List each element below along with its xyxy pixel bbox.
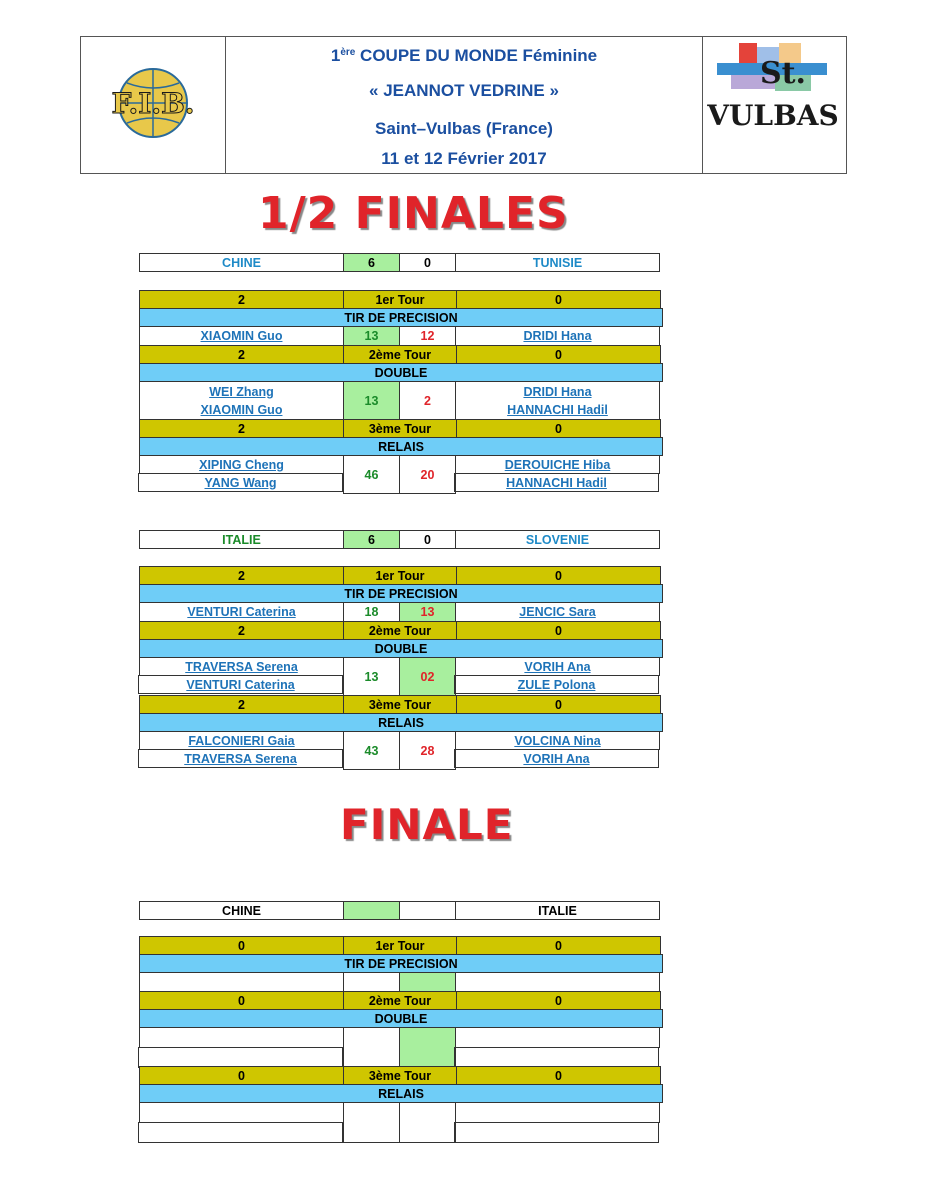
semi2-tour1-b: 0 <box>456 566 661 585</box>
semi2-tir-score-a: 18 <box>343 602 400 622</box>
semi2-relais-score-a: 43 <box>343 731 400 770</box>
final-double-row <box>139 1028 663 1068</box>
semi2-relais-header <box>139 714 663 732</box>
final-double-players-b <box>455 1028 660 1068</box>
semi1-relais-header <box>139 438 663 456</box>
semi2-tour3-a: 2 <box>139 695 344 714</box>
semi1-relais-row <box>139 456 663 494</box>
final-relais-score-a <box>343 1102 400 1143</box>
final-tour1-a: 0 <box>139 936 344 955</box>
semi1-tour2-label: 2ème Tour <box>343 345 457 364</box>
semi1-team-a: CHINE <box>139 253 344 272</box>
semi2-team-b: SLOVENIE <box>455 530 660 549</box>
final-double-player-b2 <box>454 1047 659 1068</box>
final-tour1-row <box>139 937 663 955</box>
semi1-double-label: DOUBLE <box>139 363 663 382</box>
semi1-tour1-row <box>139 291 663 309</box>
semi1-relais-score-a: 46 <box>343 455 400 494</box>
header-title-cell <box>226 37 703 173</box>
semi1-team-b: TUNISIE <box>455 253 660 272</box>
final-score-b <box>399 901 456 920</box>
final-double-player-a1 <box>139 1027 344 1048</box>
semi2-score-b: 0 <box>399 530 456 549</box>
semi1-score-b: 0 <box>399 253 456 272</box>
semi2-tour3-label: 3ème Tour <box>343 695 457 714</box>
semi1-double-row <box>139 382 663 420</box>
semi1-tour2-b: 0 <box>456 345 661 364</box>
semi1-tir-score-b: 12 <box>399 326 456 346</box>
semi2-tour3-b: 0 <box>456 695 661 714</box>
semi2-tour2-row <box>139 622 663 640</box>
semi2-team-a: ITALIE <box>139 530 344 549</box>
semi1-double-player-b1[interactable]: DRIDI Hana <box>523 384 592 399</box>
semi1-double-player-a2[interactable]: XIAOMIN Guo <box>200 402 283 417</box>
final-tour1-b: 0 <box>456 936 661 955</box>
semi2-tir-header <box>139 585 663 603</box>
semi2-tour1-label: 1er Tour <box>343 566 457 585</box>
semi2-relais-player-a1[interactable]: FALCONIERI Gaia <box>139 731 344 750</box>
semi1-double-score-b: 2 <box>399 381 456 420</box>
final-relais-player-a2 <box>138 1122 343 1143</box>
semi1-tir-label: TIR DE PRECISION <box>139 308 663 327</box>
semi2-double-row <box>139 658 663 696</box>
final-tir-header <box>139 955 663 973</box>
event-header <box>80 36 847 174</box>
semi2-double-player-b1[interactable]: VORIH Ana <box>455 657 660 676</box>
semi2-tour1-row <box>139 567 663 585</box>
semi2-relais-row <box>139 732 663 770</box>
final-double-header <box>139 1010 663 1028</box>
semi2-tir-player-b[interactable]: JENCIC Sara <box>455 602 660 622</box>
semi1-double-players-b <box>455 381 660 420</box>
st-vulbas-logo <box>703 37 843 175</box>
final-double-players-a <box>139 1028 344 1068</box>
semi1-tir-header <box>139 309 663 327</box>
fib-logo-text: F.I.B. <box>111 87 195 120</box>
semi1-relais-player-a1[interactable]: XIPING Cheng <box>139 455 344 474</box>
semi1-tour3-a: 2 <box>139 419 344 438</box>
final-relais-player-b2 <box>454 1122 659 1143</box>
final-score-a <box>343 901 400 920</box>
semi1-tour3-row <box>139 420 663 438</box>
final-tir-score-b <box>399 972 456 992</box>
semi2-tour2-label: 2ème Tour <box>343 621 457 640</box>
semi2-tir-player-a[interactable]: VENTURI Caterina <box>139 602 344 622</box>
semi1-relais-player-b1[interactable]: DEROUICHE Hiba <box>455 455 660 474</box>
semi1-tir-row <box>139 327 663 346</box>
semifinals-title: 1/2 FINALES <box>258 188 569 239</box>
semi1-relais-players-a <box>139 456 344 494</box>
semi1-score-a: 6 <box>343 253 400 272</box>
final-tir-score-a <box>343 972 400 992</box>
final-relais-score-b <box>399 1102 456 1143</box>
final-double-label: DOUBLE <box>139 1009 663 1028</box>
semi1-tir-score-a: 13 <box>343 326 400 346</box>
semi2-relais-player-a2[interactable]: TRAVERSA Serena <box>138 749 343 768</box>
semi2-relais-player-b2[interactable]: VORIH Ana <box>454 749 659 768</box>
semi1-relais-score-b: 20 <box>399 455 456 494</box>
event-location: Saint–Vulbas (France) <box>375 119 553 138</box>
semi2-tir-score-b: 13 <box>399 602 456 622</box>
semi1-tour2-row <box>139 346 663 364</box>
semi1-tour1-label: 1er Tour <box>343 290 457 309</box>
semi2-relais-score-b: 28 <box>399 731 456 770</box>
semi2-double-player-a1[interactable]: TRAVERSA Serena <box>139 657 344 676</box>
st-vulbas-logo-bottom: VULBAS <box>707 99 839 132</box>
semi2-relais-players-a <box>139 732 344 770</box>
final-relais-player-b1 <box>455 1102 660 1123</box>
final-tour3-row <box>139 1067 663 1085</box>
final-tir-row <box>139 973 663 992</box>
final-tour3-b: 0 <box>456 1066 661 1085</box>
semi2-tour2-b: 0 <box>456 621 661 640</box>
final-relais-header <box>139 1085 663 1103</box>
event-title: 1ère COUPE DU MONDE Féminine <box>330 46 598 65</box>
semi2-double-label: DOUBLE <box>139 639 663 658</box>
semi1-double-players-a <box>139 381 344 420</box>
final-team-a: CHINE <box>139 901 344 920</box>
final-relais-label: RELAIS <box>139 1084 663 1103</box>
final-tir-player-b <box>455 972 660 992</box>
final-double-score-b <box>399 1027 456 1068</box>
final-tir-player-a <box>139 972 344 992</box>
fib-logo-cell <box>81 37 226 173</box>
final-relais-row <box>139 1103 663 1143</box>
semi2-relais-player-b1[interactable]: VOLCINA Nina <box>455 731 660 750</box>
final-relais-players-a <box>139 1103 344 1143</box>
semi2-tour1-a: 2 <box>139 566 344 585</box>
semi2-relais-label: RELAIS <box>139 713 663 732</box>
semi2-double-score-a: 13 <box>343 657 400 696</box>
final-double-score-a <box>343 1027 400 1068</box>
final-title: FINALE <box>340 800 514 849</box>
event-dates: 11 et 12 Février 2017 <box>381 149 547 168</box>
semi1-double-player-b2[interactable]: HANNACHI Hadil <box>507 402 608 417</box>
semi1-tir-player-b[interactable]: DRIDI Hana <box>455 326 660 346</box>
semi2-tir-label: TIR DE PRECISION <box>139 584 663 603</box>
final-relais-player-a1 <box>139 1102 344 1123</box>
final-double-player-a2 <box>138 1047 343 1068</box>
final-tour1-label: 1er Tour <box>343 936 457 955</box>
final-tour2-row <box>139 992 663 1010</box>
semi2-tour3-row <box>139 696 663 714</box>
semi2-double-players-a <box>139 658 344 696</box>
semi1-summary-row <box>139 254 663 272</box>
final-team-b: ITALIE <box>455 901 660 920</box>
semi2-tir-row <box>139 603 663 622</box>
semi2-double-player-b2[interactable]: ZULE Polona <box>454 675 659 694</box>
event-subtitle: « JEANNOT VEDRINE » <box>369 81 559 100</box>
semi1-double-header <box>139 364 663 382</box>
semi2-score-a: 6 <box>343 530 400 549</box>
final-tour3-label: 3ème Tour <box>343 1066 457 1085</box>
semi2-double-header <box>139 640 663 658</box>
semi2-double-players-b <box>455 658 660 696</box>
semi2-tour2-a: 2 <box>139 621 344 640</box>
semi1-double-score-a: 13 <box>343 381 400 420</box>
semi1-relais-label: RELAIS <box>139 437 663 456</box>
semi1-tour2-a: 2 <box>139 345 344 364</box>
final-double-player-b1 <box>455 1027 660 1048</box>
semi1-tour1-b: 0 <box>456 290 661 309</box>
semi2-relais-players-b <box>455 732 660 770</box>
semi1-double-player-a1[interactable]: WEI Zhang <box>209 384 274 399</box>
final-relais-players-b <box>455 1103 660 1143</box>
semi1-relais-player-a2[interactable]: YANG Wang <box>138 473 343 492</box>
final-tour2-b: 0 <box>456 991 661 1010</box>
semi2-double-player-a2[interactable]: VENTURI Caterina <box>138 675 343 694</box>
st-vulbas-logo-top: St. <box>760 56 806 91</box>
st-vulbas-logo-cell <box>703 37 846 173</box>
final-tir-label: TIR DE PRECISION <box>139 954 663 973</box>
semi1-relais-player-b2[interactable]: HANNACHI Hadil <box>454 473 659 492</box>
final-tour3-a: 0 <box>139 1066 344 1085</box>
final-tour2-a: 0 <box>139 991 344 1010</box>
semi1-tour3-label: 3ème Tour <box>343 419 457 438</box>
final-summary-row <box>139 902 663 920</box>
semi1-tour1-a: 2 <box>139 290 344 309</box>
fib-logo <box>81 37 226 175</box>
semi2-summary-row <box>139 531 663 549</box>
final-tour2-label: 2ème Tour <box>343 991 457 1010</box>
semi1-tour3-b: 0 <box>456 419 661 438</box>
semi1-tir-player-a[interactable]: XIAOMIN Guo <box>139 326 344 346</box>
semi1-relais-players-b <box>455 456 660 494</box>
semi2-double-score-b: 02 <box>399 657 456 696</box>
